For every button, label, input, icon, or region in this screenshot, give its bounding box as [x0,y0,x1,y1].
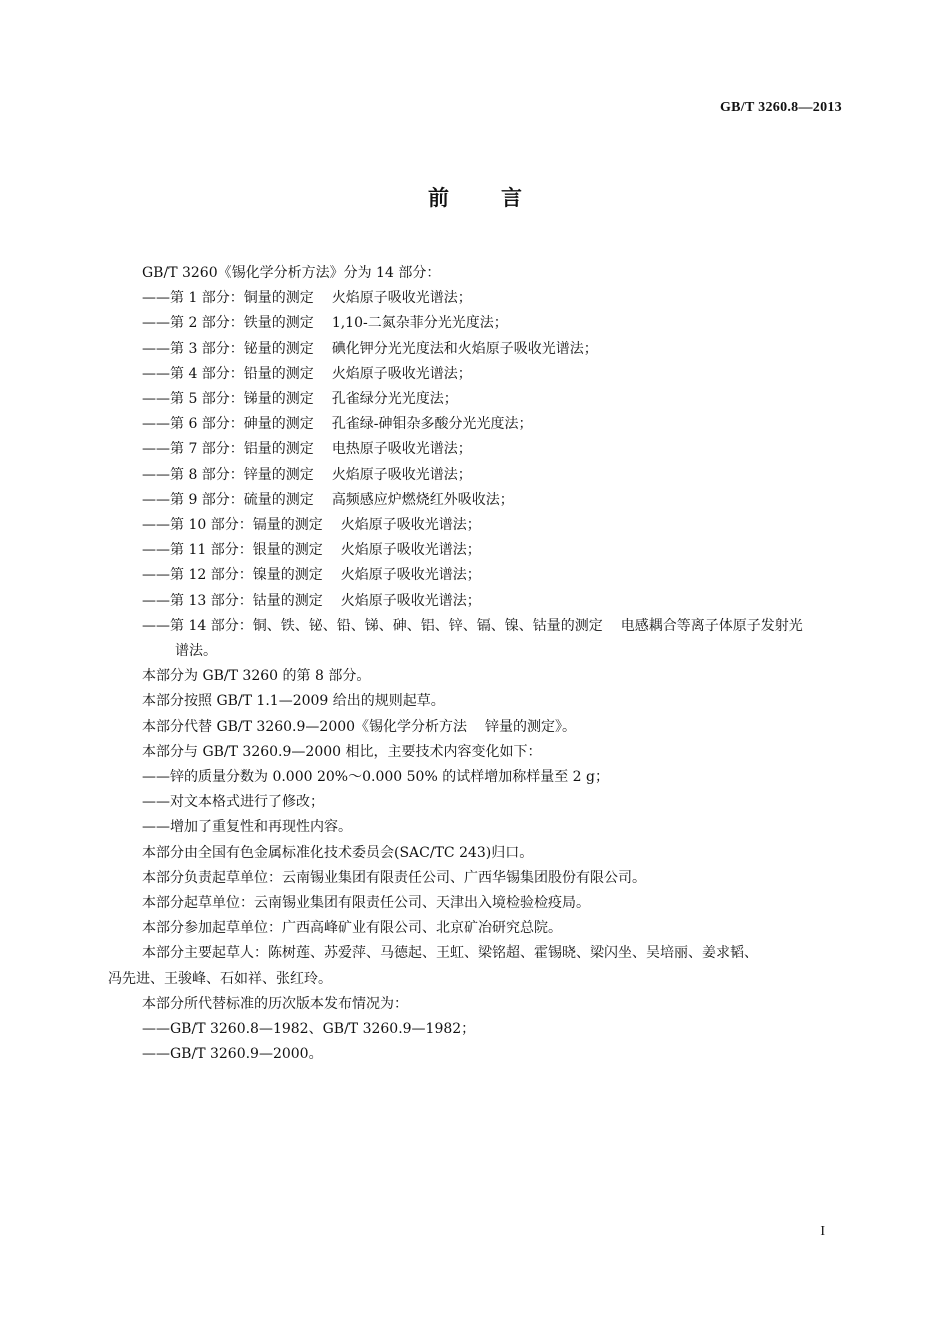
statement-line: 本部分由全国有色金属标准化技术委员会(SAC/TC 243)归口。 [142,844,534,861]
list-item: ——第 5 部分：锑量的测定 孔雀绿分光光度法； [142,391,458,408]
list-item: ——第 2 部分：铁量的测定 1,10-二氮杂菲分光光度法； [142,315,508,332]
change-item: ——锌的质量分数为 0.000 20%～0.000 50% 的试样增加称样量至 2 g； [142,769,609,786]
list-item: ——第 1 部分：铜量的测定 火焰原子吸收光谱法； [142,290,472,307]
history-intro: 本部分所代替标准的历次版本发布情况为： [142,995,408,1012]
history-item: ——GB/T 3260.8—1982、GB/T 3260.9—1982； [142,1021,476,1038]
list-item: ——第 8 部分：锌量的测定 火焰原子吸收光谱法； [142,466,472,483]
list-item: ——第 7 部分：铝量的测定 电热原子吸收光谱法； [142,441,472,458]
history-item: ——GB/T 3260.9—2000。 [142,1046,323,1063]
parts-list [108,286,844,664]
list-item: ——第 13 部分：钴量的测定 火焰原子吸收光谱法； [142,592,481,609]
list-item: ——第 12 部分：镍量的测定 火焰原子吸收光谱法； [142,567,481,584]
list-item: ——第 10 部分：镉量的测定 火焰原子吸收光谱法； [142,517,481,534]
statement-line: 本部分为 GB/T 3260 的第 8 部分。 [142,668,371,685]
standard-code: GB/T 3260.8—2013 [719,100,842,115]
intro-line: GB/T 3260《锡化学分析方法》分为 14 部分： [142,265,441,281]
document-body [108,261,844,1068]
page-number: I [820,1224,825,1239]
statement-line: 本部分按照 GB/T 1.1—2009 给出的规则起草。 [142,693,445,710]
changes-intro: 本部分与 GB/T 3260.9—2000 相比，主要技术内容变化如下： [142,743,542,760]
list-item-continuation: 谱法。 [175,643,217,660]
drafters-line: 本部分主要起草人：陈树莲、苏爱萍、马德起、王虹、梁铭超、霍锡晓、梁闪坐、吴培丽、姜求韬、 [142,945,758,962]
replace-line: 本部分代替 GB/T 3260.9—2000《锡化学分析方法 锌量的测定》。 [142,718,577,735]
list-item: ——第 4 部分：铅量的测定 火焰原子吸收光谱法； [142,365,472,382]
statement-line: 本部分负责起草单位：云南锡业集团有限责任公司、广西华锡集团股份有限公司。 [142,869,646,886]
drafters-continuation: 冯先进、王骏峰、石如祥、张红玲。 [108,970,332,987]
list-item: ——第 11 部分：银量的测定 火焰原子吸收光谱法； [142,542,481,559]
list-item: ——第 14 部分：铜、铁、铋、铅、锑、砷、铝、锌、镉、镍、钴量的测定 电感耦合等离子体原子发射光 [142,617,803,634]
list-item: ——第 3 部分：铋量的测定 碘化钾分光光度法和火焰原子吸收光谱法； [142,340,598,357]
statement-line: 本部分参加起草单位：广西高峰矿业有限公司、北京矿冶研究总院。 [142,920,562,937]
statement-line: 本部分起草单位：云南锡业集团有限责任公司、天津出入境检验检疫局。 [142,895,590,912]
list-item: ——第 6 部分：砷量的测定 孔雀绿-砷钼杂多酸分光光度法； [142,416,533,433]
change-item: ——增加了重复性和再现性内容。 [142,819,352,836]
change-item: ——对文本格式进行了修改； [142,794,324,811]
list-item: ——第 9 部分：硫量的测定 高频感应炉燃烧红外吸收法； [142,491,514,508]
page-title: 前言 [428,186,574,210]
